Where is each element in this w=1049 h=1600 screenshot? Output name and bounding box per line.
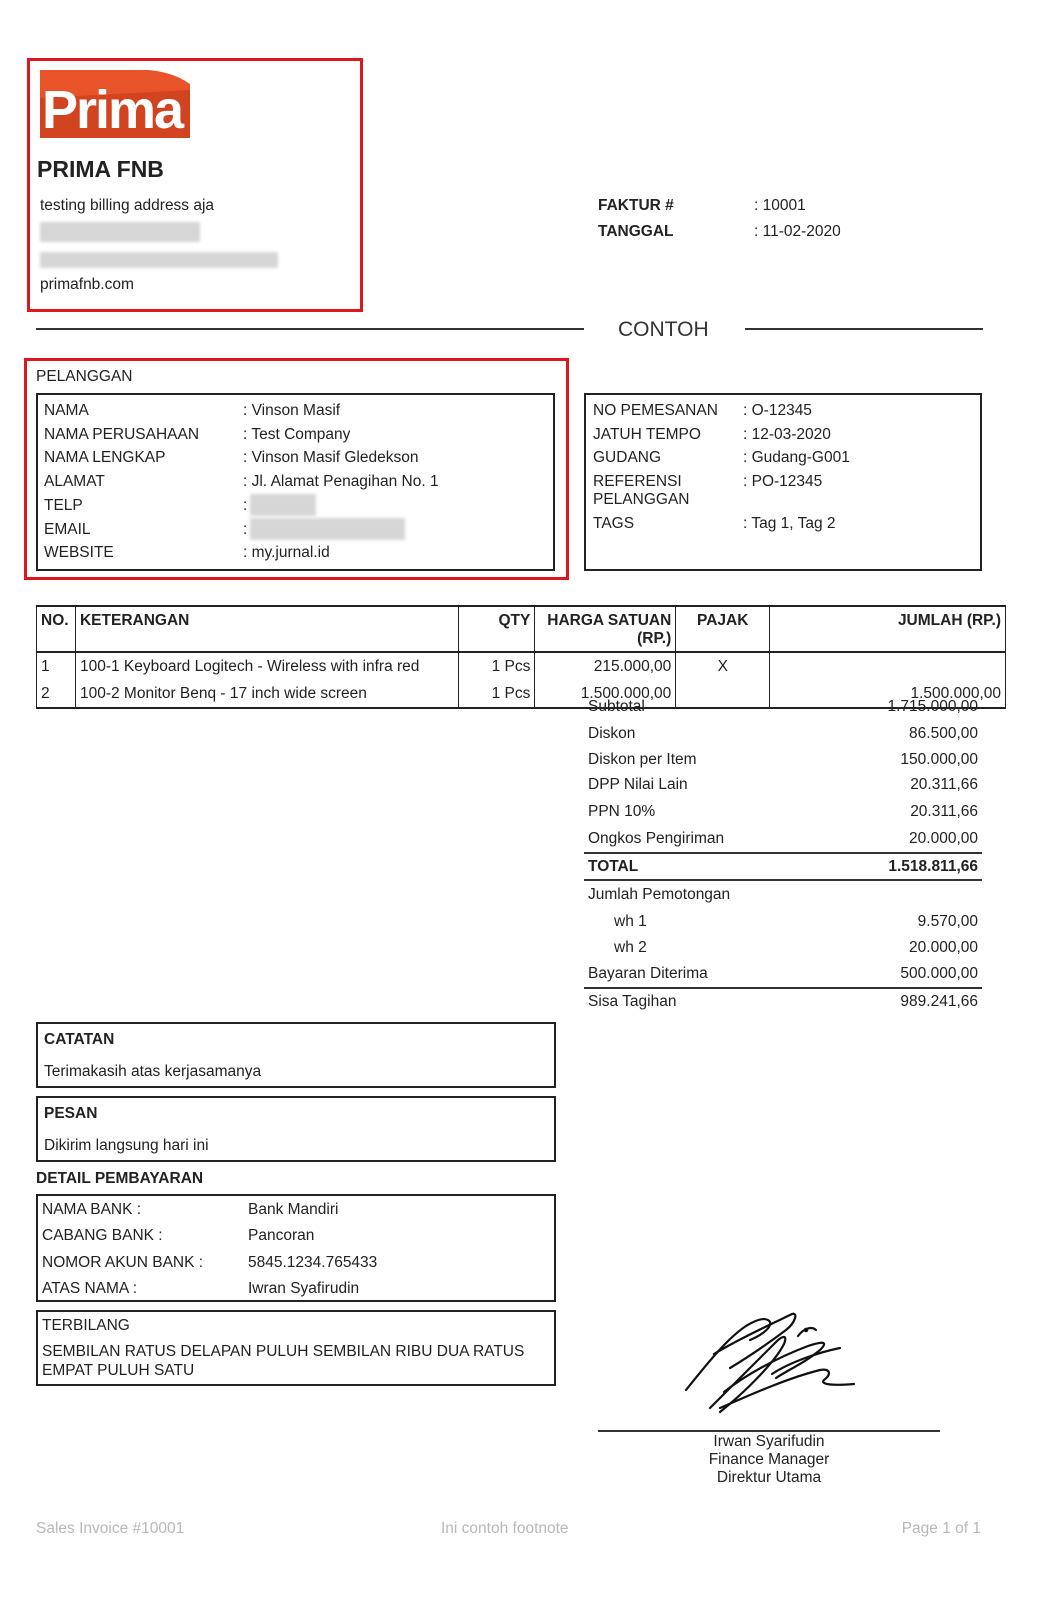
invoice-date-value: : 11-02-2020	[754, 223, 841, 240]
payment-label-holder: ATAS NAMA :	[42, 1280, 138, 1297]
header-amount: JUMLAH (RP.)	[770, 606, 1006, 652]
customer-value-company: : Test Company	[243, 426, 351, 443]
payment-label-account: NOMOR AKUN BANK :	[42, 1254, 204, 1271]
summary-value-item-discount: 150.000,00	[900, 751, 978, 768]
company-logo-text: Prima	[42, 80, 183, 140]
order-label-reference: REFERENSI	[593, 473, 682, 490]
order-value-due: : 12-03-2020	[743, 426, 831, 443]
footer-center: Ini contoh footnote	[441, 1520, 569, 1537]
row-amount: 1.500.000,00	[770, 680, 1006, 708]
amount-words-line2: EMPAT PULUH SATU	[42, 1362, 195, 1379]
customer-label-address: ALAMAT	[44, 473, 105, 490]
customer-section-label: PELANGGAN	[36, 368, 133, 385]
amount-words-line1: SEMBILAN RATUS DELAPAN PULUH SEMBILAN RIBU DUA RATUS	[42, 1343, 525, 1360]
document-title: CONTOH	[618, 318, 709, 341]
customer-label-website: WEBSITE	[44, 544, 114, 561]
summary-label-discount: Diskon	[588, 725, 636, 742]
summary-received-value: 500.000,00	[900, 965, 978, 982]
customer-label-name: NAMA	[44, 402, 89, 419]
customer-label-fullname: NAMA LENGKAP	[44, 449, 166, 466]
row-no: 2	[37, 680, 76, 708]
footer-right: Page 1 of 1	[901, 1520, 981, 1537]
summary-label-subtotal: Subtotal	[588, 698, 645, 715]
row-tax	[676, 680, 770, 708]
row-price: 1.500.000,00	[535, 680, 676, 708]
order-label-reference-2: PELANGGAN	[593, 491, 690, 508]
row-description: 100-2 Monitor Benq - 17 inch wide screen	[75, 680, 458, 708]
summary-total-value: 1.518.811,66	[888, 858, 978, 875]
payment-label-bank: NAMA BANK :	[42, 1201, 142, 1218]
redacted-email	[40, 252, 278, 268]
signature-title-1: Finance Manager	[708, 1451, 830, 1468]
customer-label-phone: TELP	[44, 497, 83, 514]
summary-balance-value: 989.241,66	[900, 993, 978, 1010]
payment-value-holder: Iwran Syafirudin	[248, 1280, 360, 1297]
summary-label-ppn: PPN 10%	[588, 803, 656, 820]
summary-label-shipping: Ongkos Pengiriman	[588, 830, 725, 847]
header-qty: QTY	[459, 606, 535, 652]
summary-deduction-1-value: 9.570,00	[917, 913, 978, 930]
items-header-row	[37, 606, 1006, 652]
message-title: PESAN	[44, 1105, 98, 1122]
row-tax: X	[676, 652, 770, 680]
order-label-tags: TAGS	[593, 515, 635, 532]
order-value-tags: : Tag 1, Tag 2	[743, 515, 836, 532]
payment-title: DETAIL PEMBAYARAN	[36, 1170, 204, 1187]
summary-deduction-1-label: wh 1	[614, 913, 647, 930]
summary-deduction-2-value: 20.000,00	[909, 939, 978, 956]
customer-label-company: NAMA PERUSAHAAN	[44, 426, 200, 443]
total-bottom-rule	[584, 879, 982, 881]
summary-total-label: TOTAL	[588, 858, 639, 875]
signature-title-2: Direktur Utama	[716, 1469, 822, 1486]
summary-balance-label: Sisa Tagihan	[588, 993, 677, 1010]
table-row	[37, 680, 1006, 708]
notes-title: CATATAN	[44, 1031, 115, 1048]
company-address: testing billing address aja	[40, 197, 215, 214]
amount-words-title: TERBILANG	[42, 1317, 130, 1334]
invoice-date-label: TANGGAL	[598, 223, 674, 240]
order-value-reference: : PO-12345	[743, 473, 823, 490]
payment-value-account: 5845.1234.765433	[248, 1254, 378, 1271]
footer-left: Sales Invoice #10001	[36, 1520, 185, 1537]
total-top-rule	[584, 852, 982, 854]
header-unit-price-1: HARGA SATUAN	[547, 612, 672, 629]
payment-label-branch: CABANG BANK :	[42, 1227, 163, 1244]
payment-value-branch: Pancoran	[248, 1227, 315, 1244]
company-website: primafnb.com	[40, 276, 134, 293]
invoice-number-value: : 10001	[754, 197, 806, 214]
row-qty: 1 Pcs	[459, 652, 535, 680]
row-description: 100-1 Keyboard Logitech - Wireless with infra red	[75, 652, 458, 680]
signature-name: Irwan Syarifudin	[713, 1433, 825, 1450]
summary-deduction-label: Jumlah Pemotongan	[588, 886, 731, 903]
summary-label-dpp: DPP Nilai Lain	[588, 776, 688, 793]
order-label-number: NO PEMESANAN	[593, 402, 718, 419]
customer-value-name: : Vinson Masif	[243, 402, 341, 419]
order-value-warehouse: : Gudang-G001	[743, 449, 850, 466]
company-name: PRIMA FNB	[37, 156, 164, 182]
order-value-number: : O-12345	[743, 402, 812, 419]
payment-value-bank: Bank Mandiri	[248, 1201, 339, 1218]
row-price: 215.000,00	[535, 652, 676, 680]
summary-value-subtotal: 1.715.000,00	[887, 698, 978, 715]
summary-value-dpp: 20.311,66	[910, 776, 978, 793]
header-no: NO.	[37, 606, 76, 652]
order-label-due: JATUH TEMPO	[593, 426, 701, 443]
customer-value-email: :	[243, 521, 248, 538]
header-unit-price	[535, 606, 676, 652]
message-text: Dikirim langsung hari ini	[44, 1137, 209, 1154]
signature-line	[598, 1430, 940, 1432]
table-row	[37, 652, 1006, 680]
header-description: KETERANGAN	[75, 606, 458, 652]
summary-value-ppn: 20.311,66	[910, 803, 978, 820]
divider-left	[36, 328, 584, 330]
company-logo	[38, 68, 192, 140]
order-label-warehouse: GUDANG	[593, 449, 662, 466]
redacted-customer-phone	[250, 494, 316, 516]
summary-value-shipping: 20.000,00	[909, 830, 978, 847]
customer-value-address: : Jl. Alamat Penagihan No. 1	[243, 473, 439, 490]
summary-received-label: Bayaran Diterima	[588, 965, 708, 982]
customer-value-phone: :	[243, 497, 248, 514]
summary-value-discount: 86.500,00	[909, 725, 978, 742]
header-unit-price-2: (RP.)	[637, 630, 672, 647]
redacted-phone	[40, 222, 200, 242]
notes-text: Terimakasih atas kerjasamanya	[44, 1063, 262, 1080]
customer-value-fullname: : Vinson Masif Gledekson	[243, 449, 419, 466]
balance-rule	[584, 987, 982, 989]
header-tax: PAJAK	[676, 606, 770, 652]
customer-label-email: EMAIL	[44, 521, 91, 538]
invoice-number-label: FAKTUR #	[598, 197, 674, 214]
row-amount	[770, 652, 1006, 680]
summary-deduction-2-label: wh 2	[614, 939, 647, 956]
signature-image	[680, 1308, 860, 1414]
divider-right	[745, 328, 983, 330]
redacted-customer-email	[250, 518, 405, 540]
row-no: 1	[37, 652, 76, 680]
summary-label-item-discount: Diskon per Item	[588, 751, 697, 768]
customer-value-website: : my.jurnal.id	[243, 544, 330, 561]
row-qty: 1 Pcs	[459, 680, 535, 708]
items-table	[36, 605, 1006, 709]
